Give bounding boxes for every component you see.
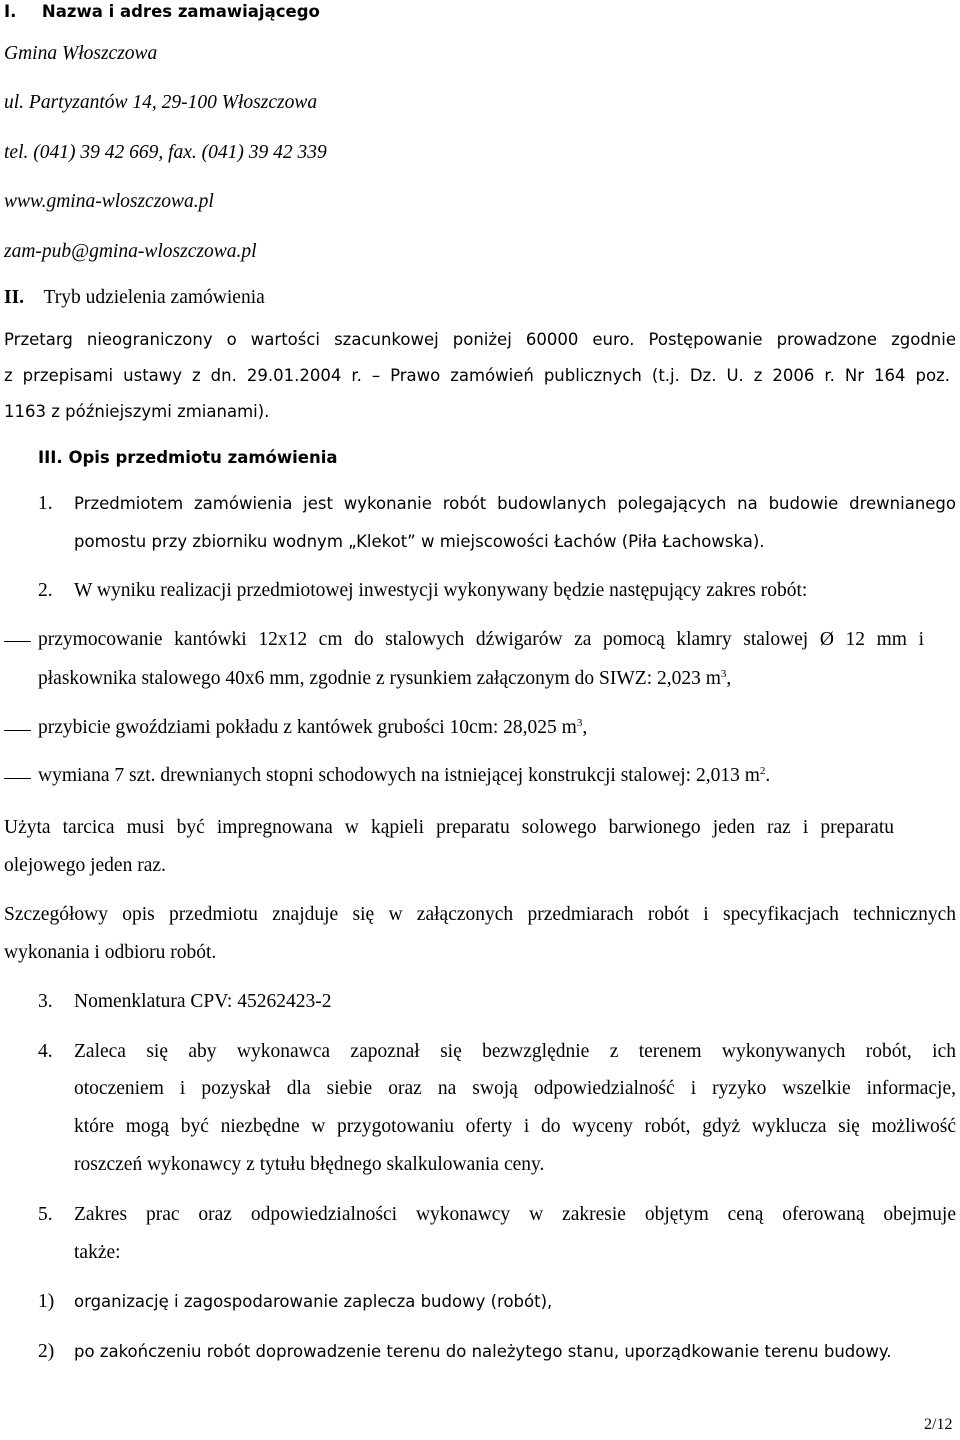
subitem-number: 1) [38, 1291, 55, 1312]
subitem-text: organizację i zagospodarowanie zaplecza budowy (robót), [74, 1292, 553, 1311]
dash-bullet-icon [4, 730, 31, 731]
bullet-tail: , [726, 668, 732, 689]
bullet-line [38, 716, 587, 740]
contact-email: zam-pub@gmina-wloszczowa.pl [4, 241, 257, 262]
text-segment: Przetarg nieograniczony o wartości szacunkowej poniżej 60000 euro. Postępowanie prowadzone zgodnie [4, 330, 956, 349]
superscript: 3 [576, 717, 583, 729]
contact-address: ul. Partyzantów 14, 29-100 Włoszczowa [4, 92, 318, 113]
dash-bullet-icon [4, 641, 31, 642]
page-number: 2/12 [924, 1416, 953, 1433]
item-1-line: Przedmiotem zamówienia jest wykonanie robót budowlanych polegających na budowie drewnianego [74, 494, 956, 513]
section-2-line [4, 328, 956, 352]
dash-bullet-icon [4, 778, 31, 779]
section-3-heading [38, 446, 338, 470]
section-title: Tryb udzielenia zamówienia [43, 287, 265, 308]
item-2-line: W wyniku realizacji przedmiotowej inwestycji wykonywany będzie następujący zakres robót: [74, 580, 808, 601]
paragraph-line: olejowego jeden raz. [4, 855, 166, 876]
subitem-text: po zakończeniu robót doprowadzenie terenu do należytego stanu, uporządkowanie terenu budowy. [74, 1342, 892, 1361]
section-number: I. [4, 2, 17, 21]
item-1-line: pomostu przy zbiorniku wodnym „Klekot” w miejscowości Łachów (Piła Łachowska). [74, 532, 765, 551]
section-title: Nazwa i adres zamawiającego [41, 2, 320, 21]
bullet-line: przymocowanie kantówki 12x12 cm do stalowych dźwigarów za pomocą klamry stalowej Ø 12 mm i [38, 629, 924, 650]
paragraph-line: Użyta tarcica musi być impregnowana w kąpieli preparatu solowego barwionego jeden raz i preparatu [4, 817, 894, 838]
item-3-line: Nomenklatura CPV: 45262423-2 [74, 991, 332, 1012]
section-1-heading [4, 0, 320, 24]
item-number: 2. [38, 580, 53, 601]
paragraph-line: wykonania i odbioru robót. [4, 942, 217, 963]
item-5-line: także: [74, 1242, 121, 1263]
item-4-line: otoczeniem i pozyskał dla siebie oraz na swoją odpowiedzialność i ryzyko wszelkie informacje, [74, 1078, 956, 1099]
bullet-text: wymiana 7 szt. drewnianych stopni schodowych na istniejącej konstrukcji stalowej: 2,013 m [38, 765, 760, 786]
item-4-line: które mogą być niezbędne w przygotowaniu oferty i do wyceny robót, gdyż wyklucza się możliwość [74, 1116, 956, 1137]
section-title: Opis przedmiotu zamówienia [68, 448, 338, 467]
item-number: 5. [38, 1204, 53, 1225]
bullet-tail: , [582, 717, 588, 738]
item-number: 3. [38, 991, 53, 1012]
section-2-line: 1163 z późniejszymi zmianami). [4, 402, 270, 421]
item-4-line: roszczeń wykonawcy z tytułu błędnego skalkulowania ceny. [74, 1154, 545, 1175]
contact-website: www.gmina-wloszczowa.pl [4, 191, 214, 212]
item-number: 4. [38, 1041, 53, 1062]
bullet-text: przybicie gwoździami pokładu z kantówek grubości 10cm: 28,025 m [38, 717, 577, 738]
contact-phone: tel. (041) 39 42 669, fax. (041) 39 42 339 [4, 142, 327, 163]
item-number: 1. [38, 493, 53, 514]
subitem-number: 2) [38, 1341, 55, 1362]
item-4-line: Zaleca się aby wykonawca zapoznał się bezwzględnie z terenem wykonywanych robót, ich [74, 1041, 956, 1062]
item-5-line: Zakres prac oraz odpowiedzialności wykonawcy w zakresie objętym ceną oferowaną obejmuje [74, 1204, 956, 1225]
superscript: 2 [759, 765, 766, 777]
section-2-heading [4, 286, 265, 310]
bullet-line [38, 667, 731, 691]
contact-name: Gmina Włoszczowa [4, 43, 158, 64]
section-number: II. [4, 287, 25, 308]
superscript: 3 [720, 668, 727, 680]
section-number: III. [38, 448, 63, 467]
bullet-text: płaskownika stalowego 40x6 mm, zgodnie z rysunkiem załączonym do SIWZ: 2,023 m [38, 668, 721, 689]
paragraph-line: Szczegółowy opis przedmiotu znajduje się w załączonych przedmiarach robót i specyfikacjach technicznych [4, 904, 956, 925]
bullet-line [38, 764, 770, 788]
bullet-tail: . [765, 765, 771, 786]
section-2-line: z przepisami ustawy z dn. 29.01.2004 r. – Prawo zamówień publicznych (t.j. Dz. U. z 2006 r. Nr 164 poz. [4, 366, 950, 385]
